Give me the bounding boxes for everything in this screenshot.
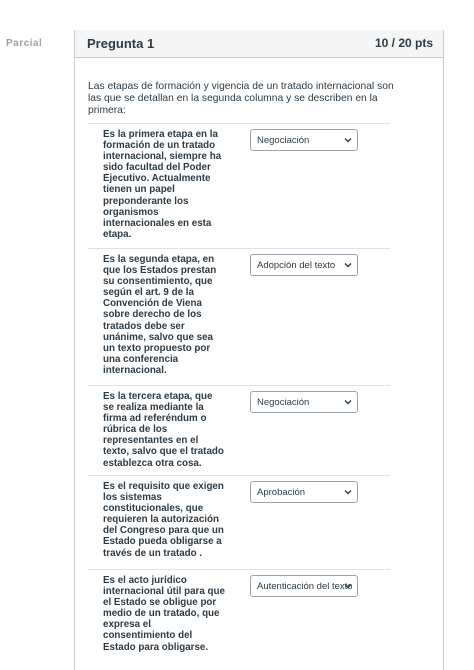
- match-row: [88, 475, 390, 569]
- match-description: Es la segunda etapa, en que los Estados prestan su consentimiento, que según el art. 9 de la Convención de Viena sobre derecho de los tratados debe ser unánime, salvo que sea un texto propuesto por una conferencia internacional.: [103, 254, 217, 376]
- match-description: Es la primera etapa en la formación de un tratado internacional, siempre ha sido facultad del Poder Ejecutivo. Actualmente tienen un papel preponderante los organismos internacionales en esta etapa.: [103, 129, 222, 240]
- question-header: [75, 30, 443, 58]
- match-row: [88, 248, 390, 385]
- match-row: [88, 569, 390, 653]
- select-value: Adopción del texto: [257, 260, 336, 271]
- select-value: Negociación: [257, 397, 310, 408]
- match-answer-select[interactable]: [250, 129, 358, 151]
- chevron-down-icon: [344, 261, 352, 269]
- match-answer-select[interactable]: [250, 391, 358, 413]
- chevron-down-icon: [344, 582, 352, 590]
- select-value: Aprobación: [257, 487, 306, 498]
- question-points: 10 / 20 pts: [374, 36, 433, 50]
- quiz-section-label: Parcial: [6, 38, 43, 49]
- select-value: Autenticación del texto: [257, 581, 353, 592]
- match-answer-select[interactable]: [250, 481, 358, 503]
- match-row: [88, 385, 390, 475]
- chevron-down-icon: [344, 136, 352, 144]
- matching-list: [88, 123, 390, 653]
- match-answer-select[interactable]: [250, 575, 358, 597]
- match-description: Es el requisito que exigen los sistemas constitucionales, que requieren la autorización del Congreso para que un Estado pueda obligarse a través de un tratado .: [103, 481, 224, 559]
- match-answer-select[interactable]: [250, 254, 358, 276]
- match-description: Es el acto jurídico internacional útil para que el Estado se obligue por medio de un tratado, que expresa el consentimiento del Estado para obligarse.: [103, 575, 225, 653]
- chevron-down-icon: [344, 398, 352, 406]
- select-value: Negociación: [257, 135, 310, 146]
- chevron-down-icon: [344, 488, 352, 496]
- question-prompt: Las etapas de formación y vigencia de un tratado internacional son las que se detallan en la segunda columna y se describen en la primera:: [88, 81, 394, 116]
- question-title: Pregunta 1: [87, 36, 155, 51]
- match-description: Es la tercera etapa, que se realiza mediante la firma ad referéndum o rúbrica de los representantes en el texto, salvo que el tratado establezca otra cosa.: [103, 391, 224, 469]
- match-row: [88, 123, 390, 248]
